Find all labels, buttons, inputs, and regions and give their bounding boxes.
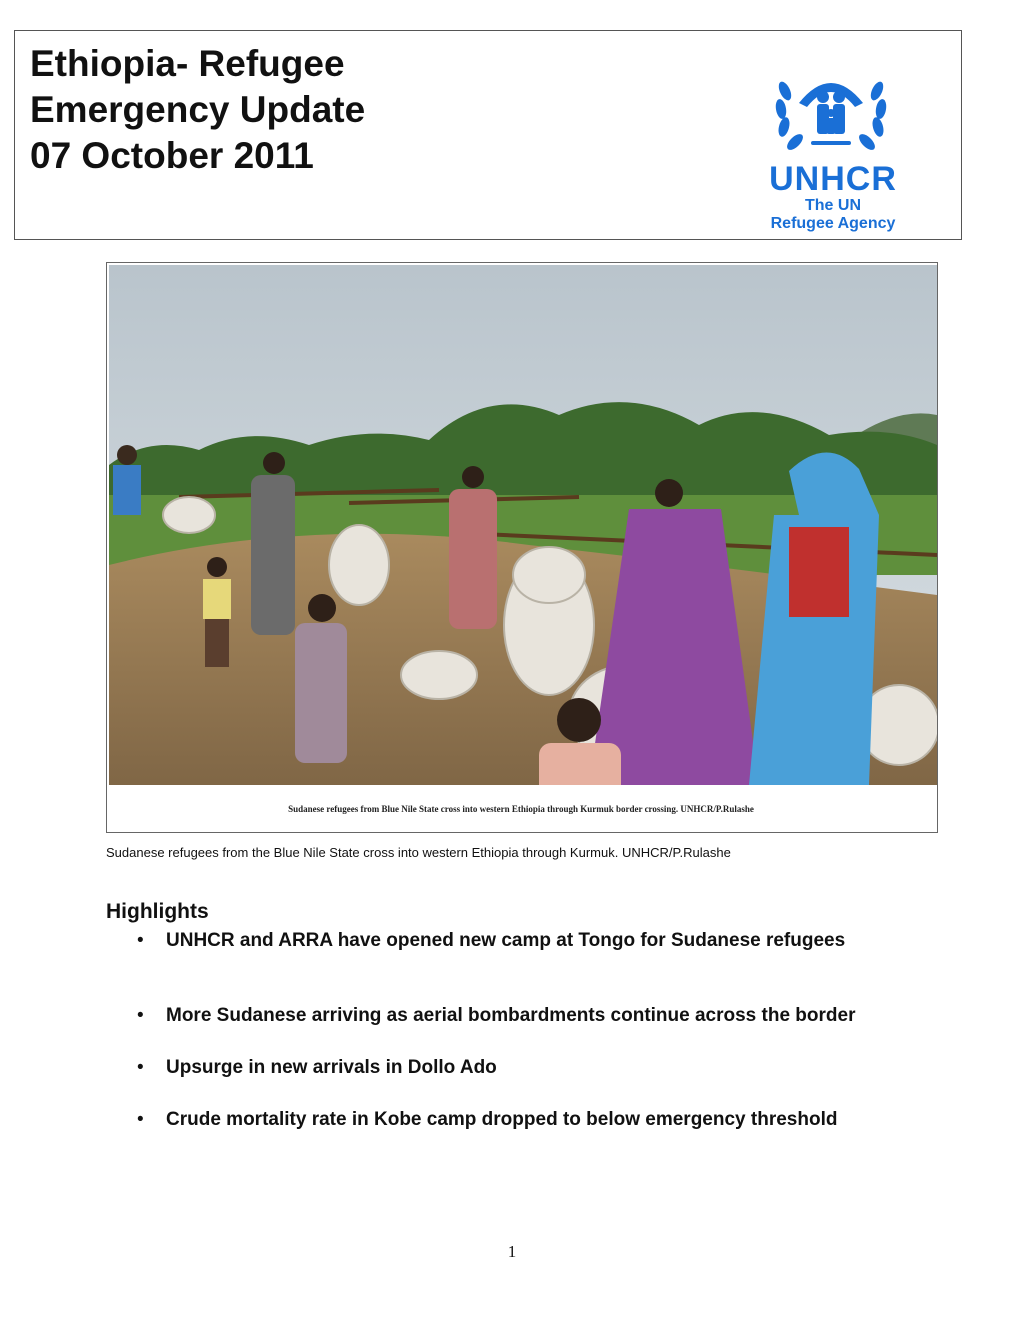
title-line-1: Ethiopia- Refugee — [30, 43, 345, 84]
bullet-marker: • — [137, 930, 144, 951]
highlights-heading: Highlights — [106, 900, 209, 923]
header-box — [14, 30, 962, 240]
refugee-photo-image — [109, 265, 937, 803]
refugee-photo — [106, 262, 938, 833]
bullet-marker: • — [137, 1057, 144, 1078]
photo-caption: Sudanese refugees from the Blue Nile State cross into western Ethiopia through Kurmuk. UNHCR/P.Rulashe — [106, 845, 731, 860]
highlight-item-2: More Sudanese arriving as aerial bombardments continue across the border — [166, 1005, 856, 1026]
highlight-item-1: UNHCR and ARRA have opened new camp at Tongo for Sudanese refugees — [166, 930, 846, 951]
unhcr-emblem-icon — [771, 61, 891, 161]
logo-tagline-line-2: Refugee Agency — [770, 215, 896, 232]
bullet-marker: • — [137, 1109, 144, 1130]
photo-embedded-caption: Sudanese refugees from Blue Nile State cross into western Ethiopia through Kurmuk border crossing. UNHCR/P.Rulashe — [288, 804, 754, 814]
logo-wordmark: UNHCR — [769, 160, 897, 198]
unhcr-logo — [753, 61, 923, 232]
highlight-item-4: Crude mortality rate in Kobe camp dropped to below emergency threshold — [166, 1109, 838, 1130]
title-line-3: 07 October 2011 — [30, 135, 314, 176]
bullet-marker: • — [137, 1005, 144, 1026]
title-line-2: Emergency Update — [30, 89, 366, 130]
highlight-item-3: Upsurge in new arrivals in Dollo Ado — [166, 1057, 497, 1078]
page-number: 1 — [507, 1242, 517, 1261]
logo-tagline-line-1: The UN — [805, 197, 861, 214]
